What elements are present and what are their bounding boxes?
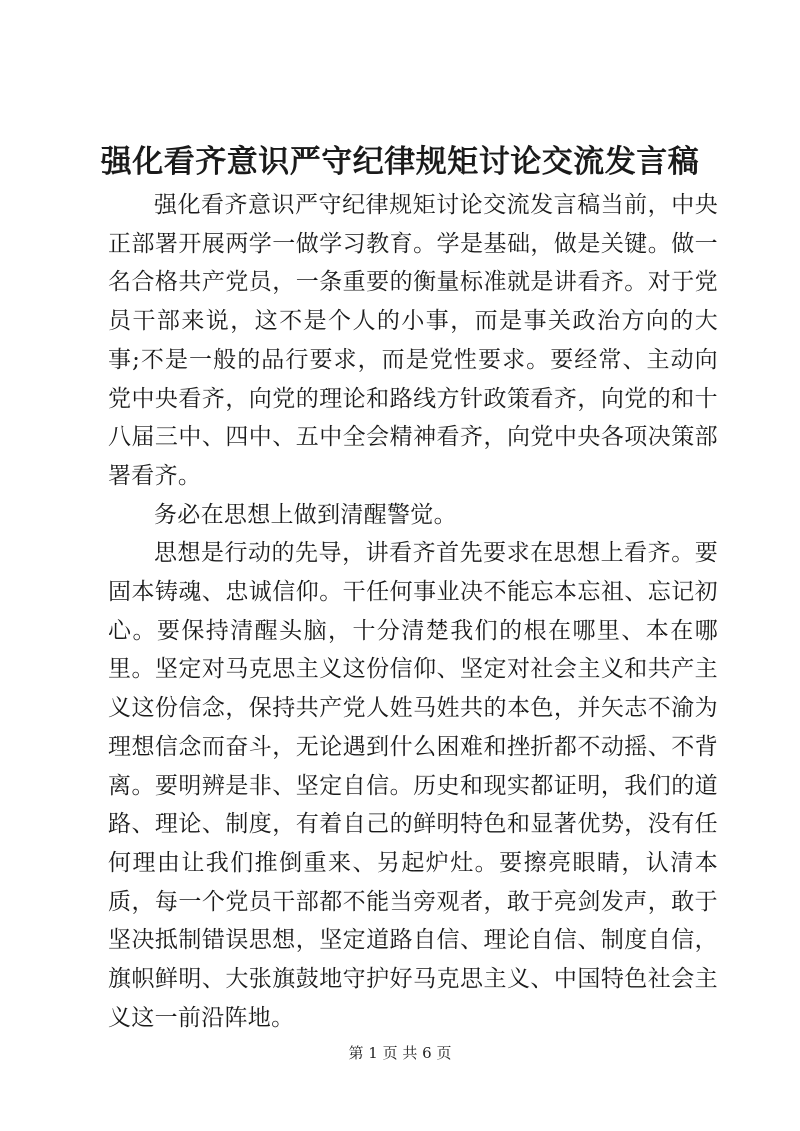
paragraph-intro: 强化看齐意识严守纪律规矩讨论交流发言稿当前，中央正部署开展两学一做学习教育。学是基础，做是关键。做一名合格共产党员，一条重要的衡量标准就是讲看齐。对于党员干部来说，这不是个人的小事，而是事关政治方向的大事;不是一般的品行要求，而是党性要求。要经常、主动向党中央看齐，向党的理论和路线方针政策看齐，向党的和十八届三中、四中、五中全会精神看齐，向党中央各项决策部署看齐。 (108, 192, 718, 489)
paragraph-heading-thought: 务必在思想上做到清醒警觉。 (154, 501, 457, 528)
paragraph-thought-detail: 思想是行动的先导，讲看齐首先要求在思想上看齐。要固本铸魂、忠诚信仰。干任何事业决不能忘本忘祖、忘记初心。要保持清醒头脑，十分清楚我们的根在哪里、本在哪里。坚定对马克思主义这份信仰、坚定对社会主义和共产主义这份信念，保持共产党人姓马姓共的本色，并矢志不渝为理想信念而奋斗，无论遇到什么困难和挫折都不动摇、不背离。要明辨是非、坚定自信。历史和现实都证明，我们的道路、理论、制度，有着自己的鲜明特色和显著优势，没有任何理由让我们推倒重来、另起炉灶。要擦亮眼睛，认清本质，每一个党员干部都不能当旁观者，敢于亮剑发声，敢于坚决抵制错误思想，坚定道路自信、理论自信、制度自信，旗帜鲜明、大张旗鼓地守护好马克思主义、中国特色社会主义这一前沿阵地。 (108, 540, 718, 1031)
document-body (108, 186, 718, 1037)
page-footer: 第 1 页 共 6 页 (348, 1044, 452, 1062)
document-title: 强化看齐意识严守纪律规矩讨论交流发言稿 (100, 144, 700, 180)
